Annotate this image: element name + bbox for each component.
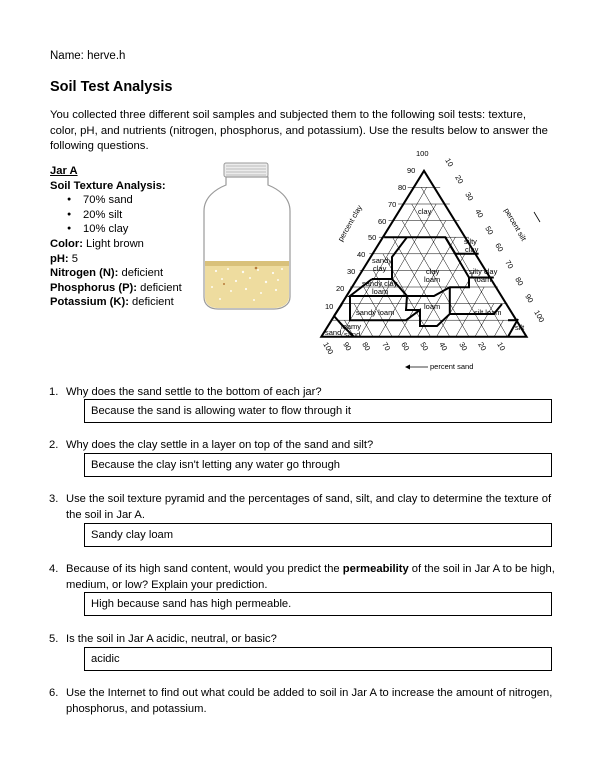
answer-box-2[interactable]: Because the clay isn't letting any water go through [84,453,552,477]
color-row [50,237,200,252]
tick-label: 10 [495,340,508,353]
phosphorus-value: deficient [137,281,182,294]
jar-a-title: Jar A [50,165,78,177]
tick-label: 20 [476,340,489,353]
tick-label: 30 [347,267,356,276]
region-label: sand [325,328,342,337]
color-label: Color: [50,237,83,250]
page-title: Soil Test Analysis [50,79,173,95]
texture-item: ● 20% silt [50,208,200,223]
phosphorus-row [50,281,200,296]
tick-label: 70 [380,340,393,353]
region-label: silt loam [474,308,502,317]
region-label: loam [475,275,492,284]
tick-label: 20 [453,173,466,186]
tick-label: 20 [336,284,345,293]
question-6 [49,686,556,717]
nitrogen-row [50,266,200,281]
color-value: Light brown [82,237,144,250]
soil-top-layer [205,261,289,266]
tick-label: 10 [325,302,334,311]
question-5 [49,632,556,648]
silt-axis-ticks [443,157,546,324]
tick-label: 40 [437,340,450,353]
ph-label: pH: [50,252,69,265]
tick-label: 30 [463,190,476,203]
potassium-label: Potassium (K): [50,296,129,309]
nitrogen-label: Nitrogen (N): [50,267,119,280]
tick-label: 60 [399,340,412,353]
region-label: sandy loam [356,308,395,317]
question-text: Use the Internet to find out what could be added to soil in Jar A to increase the amount of nitrogen, phosphorus, and potassium. [66,687,553,715]
answer-box-4[interactable]: High because sand has high permeable. [84,592,552,616]
texture-heading: Soil Texture Analysis: [50,179,166,192]
region-label: sand [344,330,361,339]
question-4 [49,562,556,593]
region-label: silt [515,323,525,332]
potassium-value: deficient [128,296,174,309]
tick-label: 10 [443,156,456,169]
question-text: Why does the sand settle to the bottom of each jar? [66,386,322,398]
region-label: sandy clay [362,279,398,288]
texture-item: ● 70% sand [50,193,200,208]
tick-label: 60 [493,241,506,254]
silt-arrow [534,212,540,222]
question-keyword: permeability [342,563,409,575]
tick-label: 50 [483,224,496,237]
question-text: Because of its high sand content, would you predict the [66,563,343,575]
jar-illustration [198,161,298,313]
region-label: sandy [372,256,393,265]
region-label: silty clay [469,267,498,276]
tick-label: 70 [388,200,397,209]
answer-box-5[interactable]: acidic [84,647,552,671]
axis-label-sand: percent sand [430,362,474,371]
region-label: clay [418,207,432,216]
tick-label: 80 [360,340,373,353]
tick-label: 80 [513,275,526,288]
soil-texture-triangle [312,144,562,376]
tick-label: 90 [407,166,416,175]
ph-value: 5 [68,252,78,265]
question-number: 1. [49,386,59,398]
tick-label: 100 [321,340,336,356]
question-number: 2. [49,439,59,451]
sand-arrow [405,365,428,370]
potassium-row [50,295,200,310]
question-2 [49,438,556,454]
question-number: 5. [49,633,59,645]
intro-paragraph: You collected three different soil samples and subjected them to the following soil tests: texture, color, pH, and nutrients (nitrogen, phosphorus, and potassium). Use the results below to answer the following questions. [50,109,548,152]
tick-label: 50 [368,233,377,242]
tick-label: 100 [416,149,429,158]
ph-row [50,252,200,267]
question-number: 4. [49,563,59,575]
region-label: silty [464,237,477,246]
question-3 [49,492,556,523]
question-text: Why does the clay settle in a layer on top of the sand and silt? [66,439,374,451]
answer-box-3[interactable]: Sandy clay loam [84,523,552,547]
tick-label: 40 [357,250,366,259]
axis-label-clay: percent clay [335,203,364,243]
tick-label: 40 [473,207,486,220]
answer-box-1[interactable]: Because the sand is allowing water to flow through it [84,399,552,423]
tick-label: 80 [398,183,407,192]
region-label: clay [426,267,440,276]
question-number: 6. [49,687,59,699]
axis-label-silt: percent silt [502,206,529,243]
sand-axis-ticks [321,341,507,356]
tick-label: 100 [532,308,547,324]
question-text: Is the soil in Jar A acidic, neutral, or basic? [66,633,277,645]
phosphorus-label: Phosphorus (P): [50,281,138,294]
jar-a-info [50,164,200,310]
question-text: Use the soil texture pyramid and the percentages of sand, silt, and clay to determine the texture of the soil in Jar A. [66,493,552,521]
region-label: loamy [341,322,362,331]
tick-label: 90 [523,292,536,305]
tick-label: 90 [341,340,354,353]
texture-item: ● 10% clay [50,222,200,237]
tick-label: 30 [457,340,470,353]
region-label: clay [465,245,479,254]
region-label: loam [424,275,441,284]
tick-label: 50 [418,340,431,353]
question-text: of the soil in Jar A to be high, medium, or low? Explain your prediction. [66,563,555,591]
soil-layer [205,263,289,308]
region-label: clay [373,264,387,273]
nitrogen-value: deficient [118,267,164,280]
tick-label: 60 [378,217,387,226]
question-number: 3. [49,493,59,505]
region-label: loam [372,287,389,296]
texture-list [50,193,200,237]
tick-label: 70 [503,258,516,271]
student-name: Name: herve.h [50,50,126,62]
region-label: loam [424,302,441,311]
